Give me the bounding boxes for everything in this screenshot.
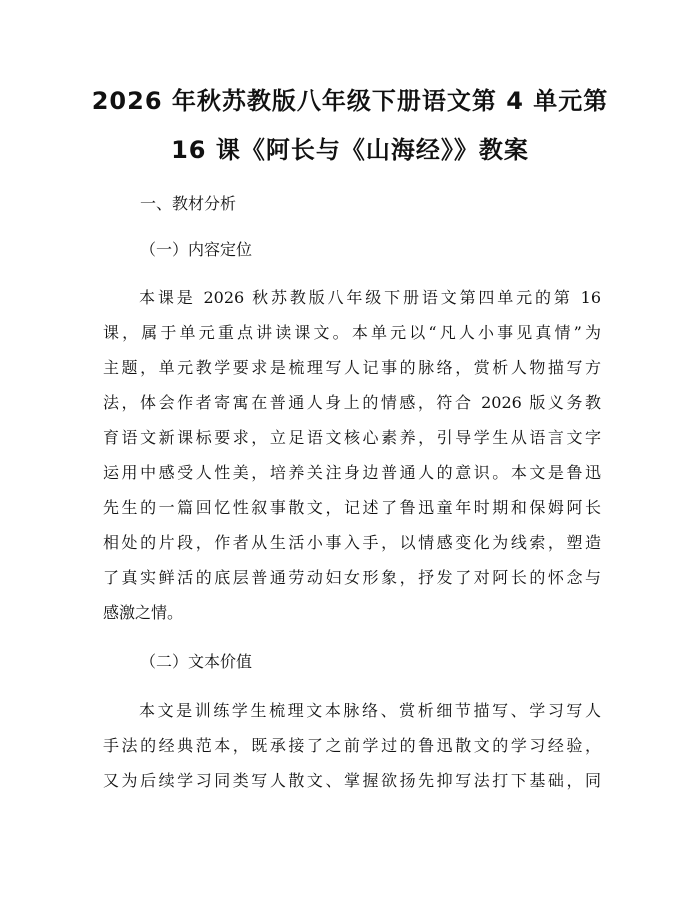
- paragraph-line: 本课是 2026 秋苏教版八年级下册语文第四单元的第 16: [139, 288, 601, 307]
- document-title-line-2: 16 课《阿长与《山海经》》教案: [171, 136, 529, 164]
- paragraph-text-value: [103, 700, 601, 805]
- paragraph-line: 又为后续学习同类写人散文、掌握欲扬先抑写法打下基础，同: [103, 771, 601, 790]
- paragraph-line: 先生的一篇回忆性叙事散文，记述了鲁迅童年时期和保姆阿长: [103, 498, 601, 517]
- paragraph-line: 本文是训练学生梳理文本脉络、赏析细节描写、学习写人: [139, 701, 601, 720]
- paragraph-line: 主题，单元教学要求是梳理写人记事的脉络，赏析人物描写方: [103, 358, 601, 377]
- document-title-line-1: 2026 年秋苏教版八年级下册语文第 4 单元第: [91, 87, 609, 115]
- paragraph-line: 相处的片段，作者从生活小事入手，以情感变化为线索，塑造: [103, 533, 601, 552]
- paragraph-content-positioning: [103, 287, 601, 637]
- subsection-heading-content: （一）内容定位: [140, 240, 253, 259]
- subsection-heading-value: （二）文本价值: [140, 652, 253, 671]
- paragraph-line: 课，属于单元重点讲读课文。本单元以“凡人小事见真情”为: [103, 323, 601, 342]
- paragraph-line: 感激之情。: [103, 603, 184, 622]
- paragraph-line: 育语文新课标要求，立足语文核心素养，引导学生从语言文字: [103, 428, 601, 447]
- paragraph-line: 运用中感受人性美，培养关注身边普通人的意识。本文是鲁迅: [103, 463, 601, 482]
- paragraph-line: 手法的经典范本，既承接了之前学过的鲁迅散文的学习经验，: [103, 736, 601, 755]
- section-heading: 一、教材分析: [140, 194, 237, 213]
- paragraph-line: 了真实鲜活的底层普通劳动妇女形象，抒发了对阿长的怀念与: [103, 568, 601, 587]
- paragraph-line: 法，体会作者寄寓在普通人身上的情感，符合 2026 版义务教: [103, 393, 601, 412]
